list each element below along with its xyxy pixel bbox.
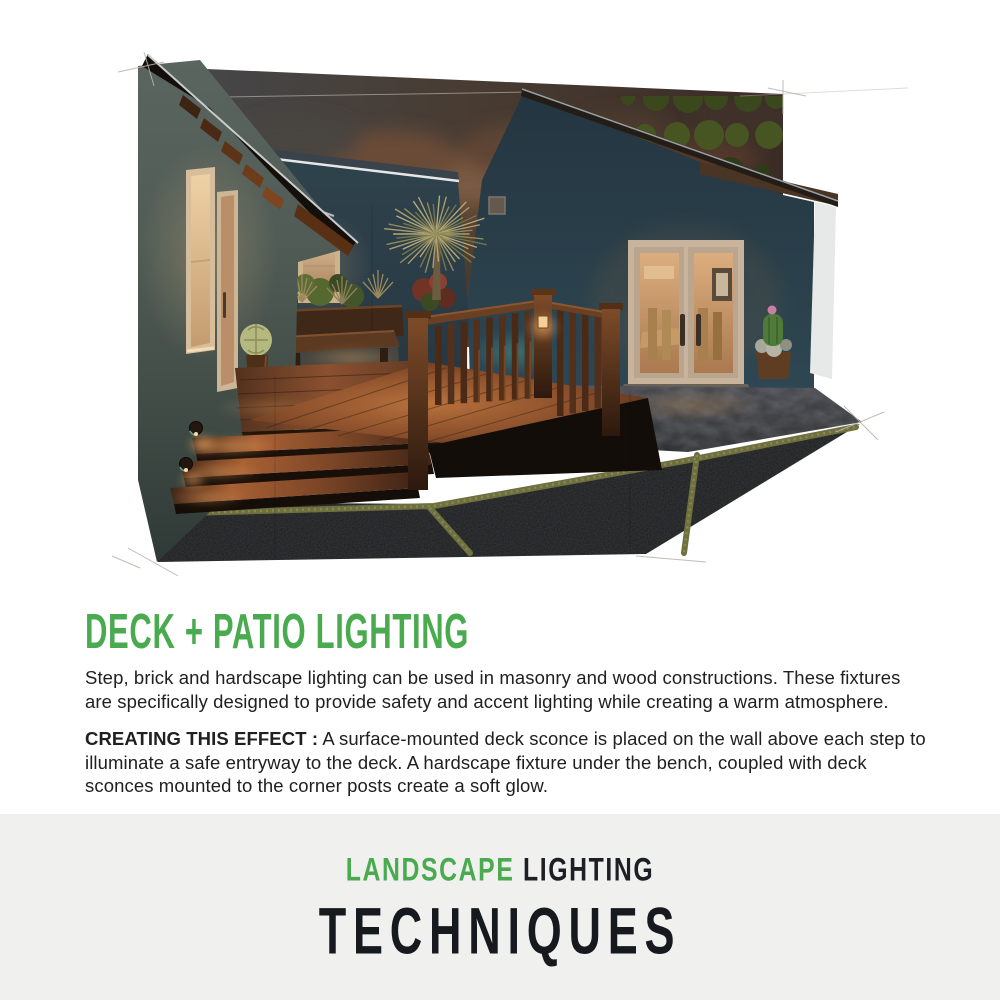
effect-paragraph (85, 727, 930, 798)
french-doors (620, 240, 752, 392)
railing-post-right (602, 309, 620, 436)
effect-label: CREATING THIS EFFECT : (85, 728, 319, 749)
vent-window (489, 197, 505, 214)
railing-post-left (408, 318, 428, 490)
door-handle-left (680, 314, 685, 346)
door-handle-right (696, 314, 701, 346)
effect-text: A surface-mounted deck sconce is placed on the wall above each step to illuminate a safe entryway to the deck. A hardscape fixture under the bench, coupled with deck sconces mounted to the corner posts create a soft glow. (85, 728, 926, 796)
cactus-flower (768, 306, 777, 315)
brand-line-1 (100, 851, 900, 889)
brand-word-techniques: TECHNIQUES (318, 894, 682, 968)
brand-word-landscape: LANDSCAPE (345, 851, 515, 888)
left-house-door (217, 190, 238, 392)
railing-corner-post (534, 295, 552, 398)
door-handle (223, 292, 226, 318)
text-block (85, 602, 935, 812)
brand-footer (0, 814, 1000, 1000)
left-house-window (186, 167, 215, 354)
section-heading: DECK + PATIO LIGHTING (85, 602, 470, 659)
brand-word-lighting: LIGHTING (522, 851, 655, 888)
intro-paragraph: Step, brick and hardscape lighting can be used in masonry and wood constructions. These fixtures are specifically designed to provide safety and accent lighting while creating a warm atmosphere. (85, 667, 901, 712)
corner-post-sconce (526, 312, 560, 342)
